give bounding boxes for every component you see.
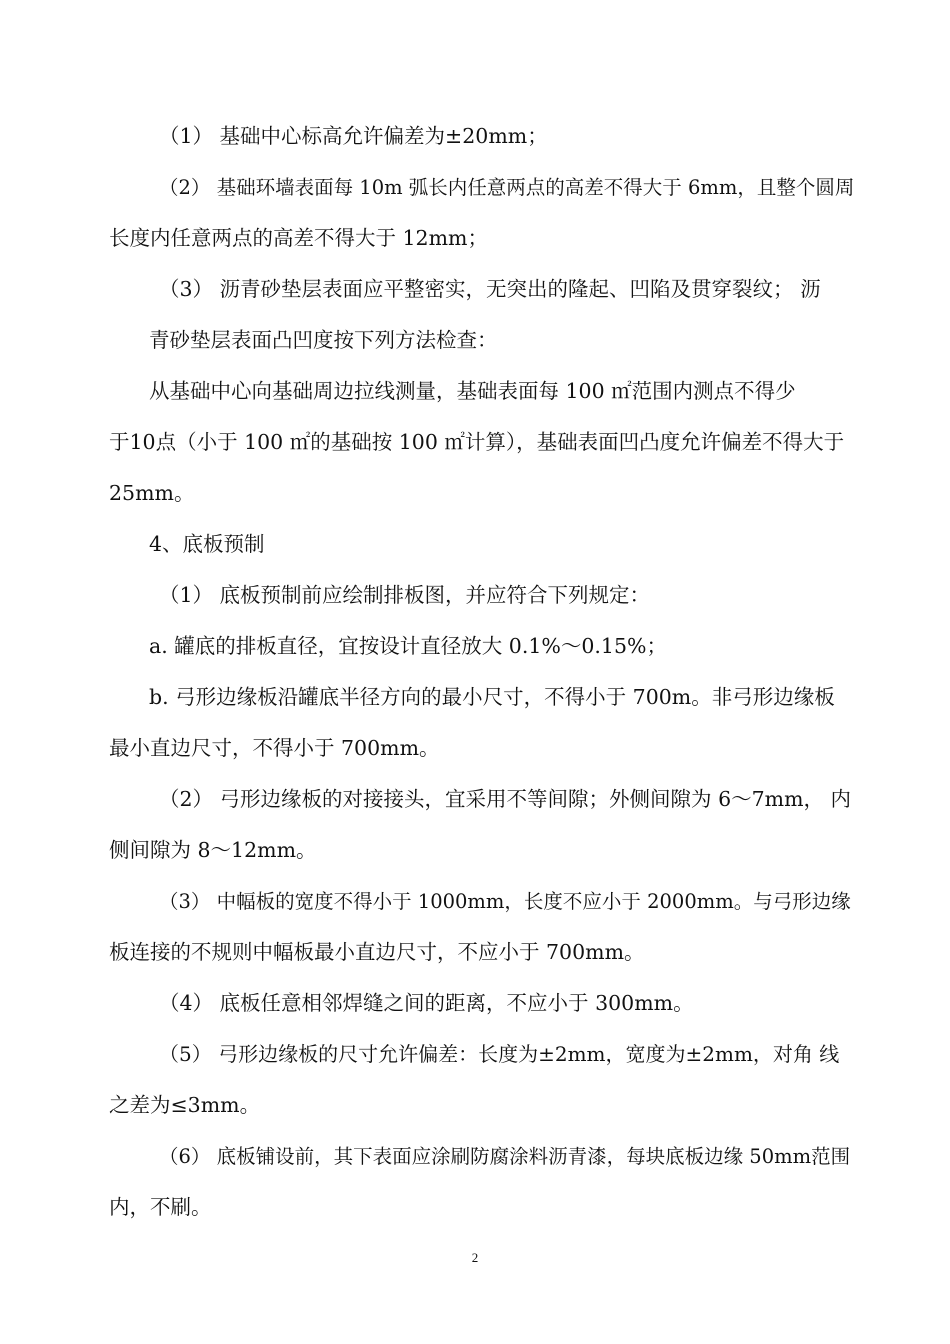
body-text [109,111,854,1233]
paragraph-line: a. 罐底的排板直径，宜按设计直径放大 0.1%～0.15%； [149,634,667,658]
paragraph-line: （5） 弓形边缘板的尺寸允许偏差：长度为±2mm，宽度为±2mm，对角 线 [159,1042,840,1066]
page-number: 2 [471,1250,479,1265]
paragraph-line: 内，不刷。 [109,1195,212,1219]
paragraph-line: （2） 弓形边缘板的对接接头，宜采用不等间隙；外侧间隙为 6～7mm， 内 [159,787,852,811]
paragraph-line: （1） 基础中心标高允许偏差为±20mm； [159,124,548,148]
paragraph-line: 于10点（小于 100 ㎡的基础按 100 ㎡计算），基础表面凹凸度允许偏差不得大于 [109,430,845,454]
paragraph-line: （3） 中幅板的宽度不得小于 1000mm，长度不应小于 2000mm。与弓形边缘 [159,890,851,913]
paragraph-line: 青砂垫层表面凸凹度按下列方法检查： [149,328,498,352]
paragraph-line: （2） 基础环墙表面每 10m 弧长内任意两点的高差不得大于 6mm，且整个圆周 [159,176,855,199]
paragraph-line: 从基础中心向基础周边拉线测量，基础表面每 100 ㎡范围内测点不得少 [149,379,796,403]
paragraph-line: （6） 底板铺设前，其下表面应涂刷防腐涂料沥青漆，每块底板边缘 50mm范围 [159,1145,851,1168]
paragraph-line: 25mm。 [109,481,195,505]
section-heading: 4、底板预制 [149,532,265,556]
paragraph-line: （3） 沥青砂垫层表面应平整密实，无突出的隆起、凹陷及贯穿裂纹； 沥 [159,277,821,301]
paragraph-line: （4） 底板任意相邻焊缝之间的距离，不应小于 300mm。 [159,991,694,1015]
paragraph-line: b. 弓形边缘板沿罐底半径方向的最小尺寸，不得小于 700m。非弓形边缘板 [149,685,835,709]
paragraph-line: 最小直边尺寸，不得小于 700mm。 [109,736,440,760]
paragraph-line: 侧间隙为 8～12mm。 [109,838,317,862]
paragraph-line: 板连接的不规则中幅板最小直边尺寸，不应小于 700mm。 [109,940,645,964]
paragraph-line: 长度内任意两点的高差不得大于 12mm； [109,226,488,250]
paragraph-line: （1） 底板预制前应绘制排板图，并应符合下列规定： [159,583,651,607]
paragraph-line: 之差为≤3mm。 [109,1093,261,1117]
